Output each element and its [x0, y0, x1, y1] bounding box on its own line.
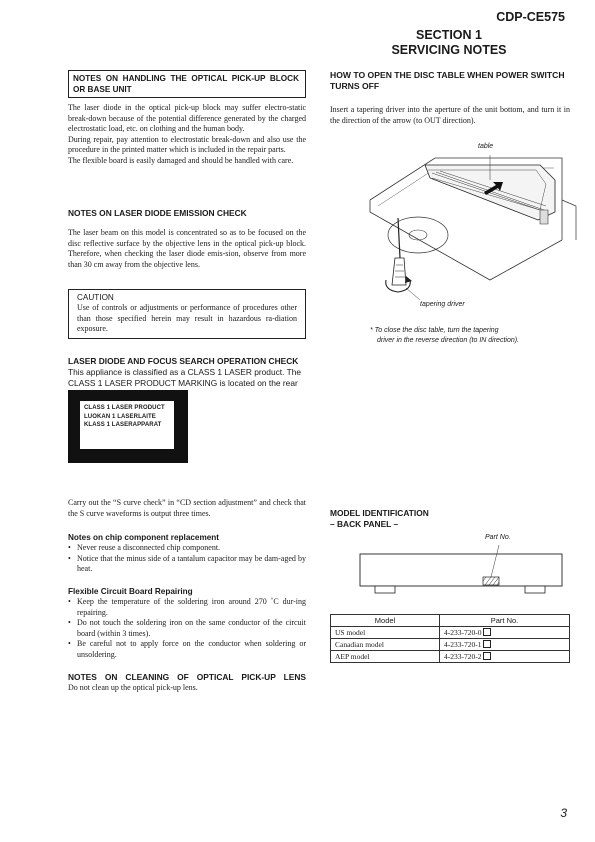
flexible-board-section: [68, 586, 306, 661]
table-label: table: [478, 143, 494, 150]
optical-handling-section: [68, 70, 306, 167]
model-cell: Canadian model: [331, 639, 440, 651]
model-cell: AEP model: [331, 651, 440, 663]
focus-check-heading: LASER DIODE AND FOCUS SEARCH OPERATION CHECK: [68, 356, 299, 366]
back-panel-heading: – BACK PANEL –: [330, 519, 399, 529]
part-no-cell: [440, 651, 570, 663]
table-row: [331, 627, 570, 639]
disc-table-heading: HOW TO OPEN THE DISC TABLE WHEN POWER SWITCH TURNS OFF: [330, 70, 565, 91]
part-no-label: Part No.: [485, 534, 511, 541]
laser-label-line: LUOKAN 1 LASERLAITE: [84, 413, 156, 420]
part-no-value: 4-233-720-1: [444, 640, 482, 649]
optical-handling-body: [68, 103, 306, 167]
part-no-cell: [440, 639, 570, 651]
back-panel-illustration: [355, 540, 570, 600]
checkbox-square-icon: [483, 652, 491, 660]
chip-replacement-heading: Notes on chip component replacement: [68, 533, 220, 542]
table-header-row: [331, 615, 570, 627]
laser-emission-body: The laser beam on this model is concentrated so as to be focused on the disc reflective surface by the objective lens in the optical pick-up block. Therefore, when checking the laser diode emis-sion, observe from more than 30 cm away from the objective lens.: [68, 228, 306, 269]
section-number: SECTION 1: [416, 28, 482, 42]
optical-handling-paragraph: During repair, pay attention to electrostatic break-down and also use the procedure in the printed matter which is included in the repair parts.: [68, 134, 306, 155]
list-item: • Never reuse a disconnected chip component.: [68, 543, 306, 554]
flexible-board-heading: Flexible Circuit Board Repairing: [68, 587, 193, 596]
part-no-cell: [440, 627, 570, 639]
table-row: [331, 639, 570, 651]
caution-title: CAUTION: [77, 293, 114, 302]
class1-laser-label: [68, 390, 188, 463]
pickup-cleaning-body: Do not clean up the optical pick-up lens.: [68, 683, 198, 692]
optical-handling-paragraph: The flexible board is easily damaged and should be handled with care.: [68, 155, 294, 165]
disc-table-section: [330, 70, 570, 126]
optical-handling-paragraph: The laser diode in the optical pick-up block may suffer electro-static break-down because of the potential difference generated by the charged electrostatic load, etc. on clothing and the human body.: [68, 103, 306, 134]
column-header-part-no: Part No.: [440, 615, 570, 627]
flexible-board-list: [68, 597, 306, 661]
model-cell: US model: [331, 627, 440, 639]
laser-emission-section: [68, 208, 306, 270]
laser-label-line: KLASS 1 LASERAPPARAT: [84, 422, 162, 428]
checkbox-square-icon: [483, 628, 491, 636]
note-line: driver in the reverse direction (to IN direction).: [377, 336, 519, 344]
chip-replacement-list: [68, 543, 306, 575]
pickup-cleaning-heading: NOTES ON CLEANING OF OPTICAL PICK-UP LENS: [68, 672, 306, 682]
section-title: [318, 28, 580, 58]
disc-table-illustration: [340, 140, 580, 315]
checkbox-square-icon: [483, 640, 491, 648]
disc-table-body: Insert a tapering driver into the aperture of the unit bottom, and turn it in the direction of the arrow (to OUT direction).: [330, 105, 570, 125]
list-item: • Keep the temperature of the soldering iron around 270 ˚C dur-ing repairing.: [68, 597, 306, 618]
optical-handling-heading: NOTES ON HANDLING THE OPTICAL PICK-UP BLOCK OR BASE UNIT: [68, 70, 306, 98]
list-item: • Do not touch the soldering iron on the same conductor of the circuit board (within 3 times).: [68, 618, 306, 639]
focus-check-body: This appliance is classified as a CLASS 1 LASER product. The CLASS 1 LASER PRODUCT MARKING is located on the rear: [68, 367, 302, 388]
part-no-value: 4-233-720-0: [444, 628, 482, 637]
tapering-driver-label: tapering driver: [420, 301, 465, 308]
model-identification-heading: MODEL IDENTIFICATION: [330, 508, 429, 518]
table-row: [331, 651, 570, 663]
section-name: SERVICING NOTES: [391, 43, 507, 57]
caution-box: [68, 289, 306, 339]
list-item: • Notice that the minus side of a tantalum capacitor may be dam-aged by heat.: [68, 554, 306, 575]
part-number-table: [330, 614, 570, 663]
page-number: 3: [560, 806, 567, 820]
caution-section: [68, 289, 306, 339]
s-curve-text: Carry out the “S curve check” in “CD section adjustment” and check that the S curve waveforms is output three times.: [68, 498, 306, 518]
pickup-cleaning-section: [68, 672, 306, 694]
disc-table-note: [370, 326, 519, 345]
column-header-model: Model: [331, 615, 440, 627]
chip-replacement-section: [68, 532, 306, 575]
laser-emission-heading: NOTES ON LASER DIODE EMISSION CHECK: [68, 208, 247, 218]
model-number: CDP-CE575: [496, 10, 565, 24]
laser-label-line: CLASS 1 LASER PRODUCT: [84, 405, 165, 411]
list-item: • Be careful not to apply force on the conductor when soldering or unsoldering.: [68, 639, 306, 660]
note-line: * To close the disc table, turn the tapering: [370, 327, 499, 334]
laser-label-text: [80, 401, 174, 449]
caution-body: Use of controls or adjustments or performance of procedures other than those specified herein may result in hazardous ra-diation exposure.: [77, 303, 297, 334]
part-no-value: 4-233-720-2: [444, 652, 482, 661]
model-identification-section: [330, 508, 570, 530]
